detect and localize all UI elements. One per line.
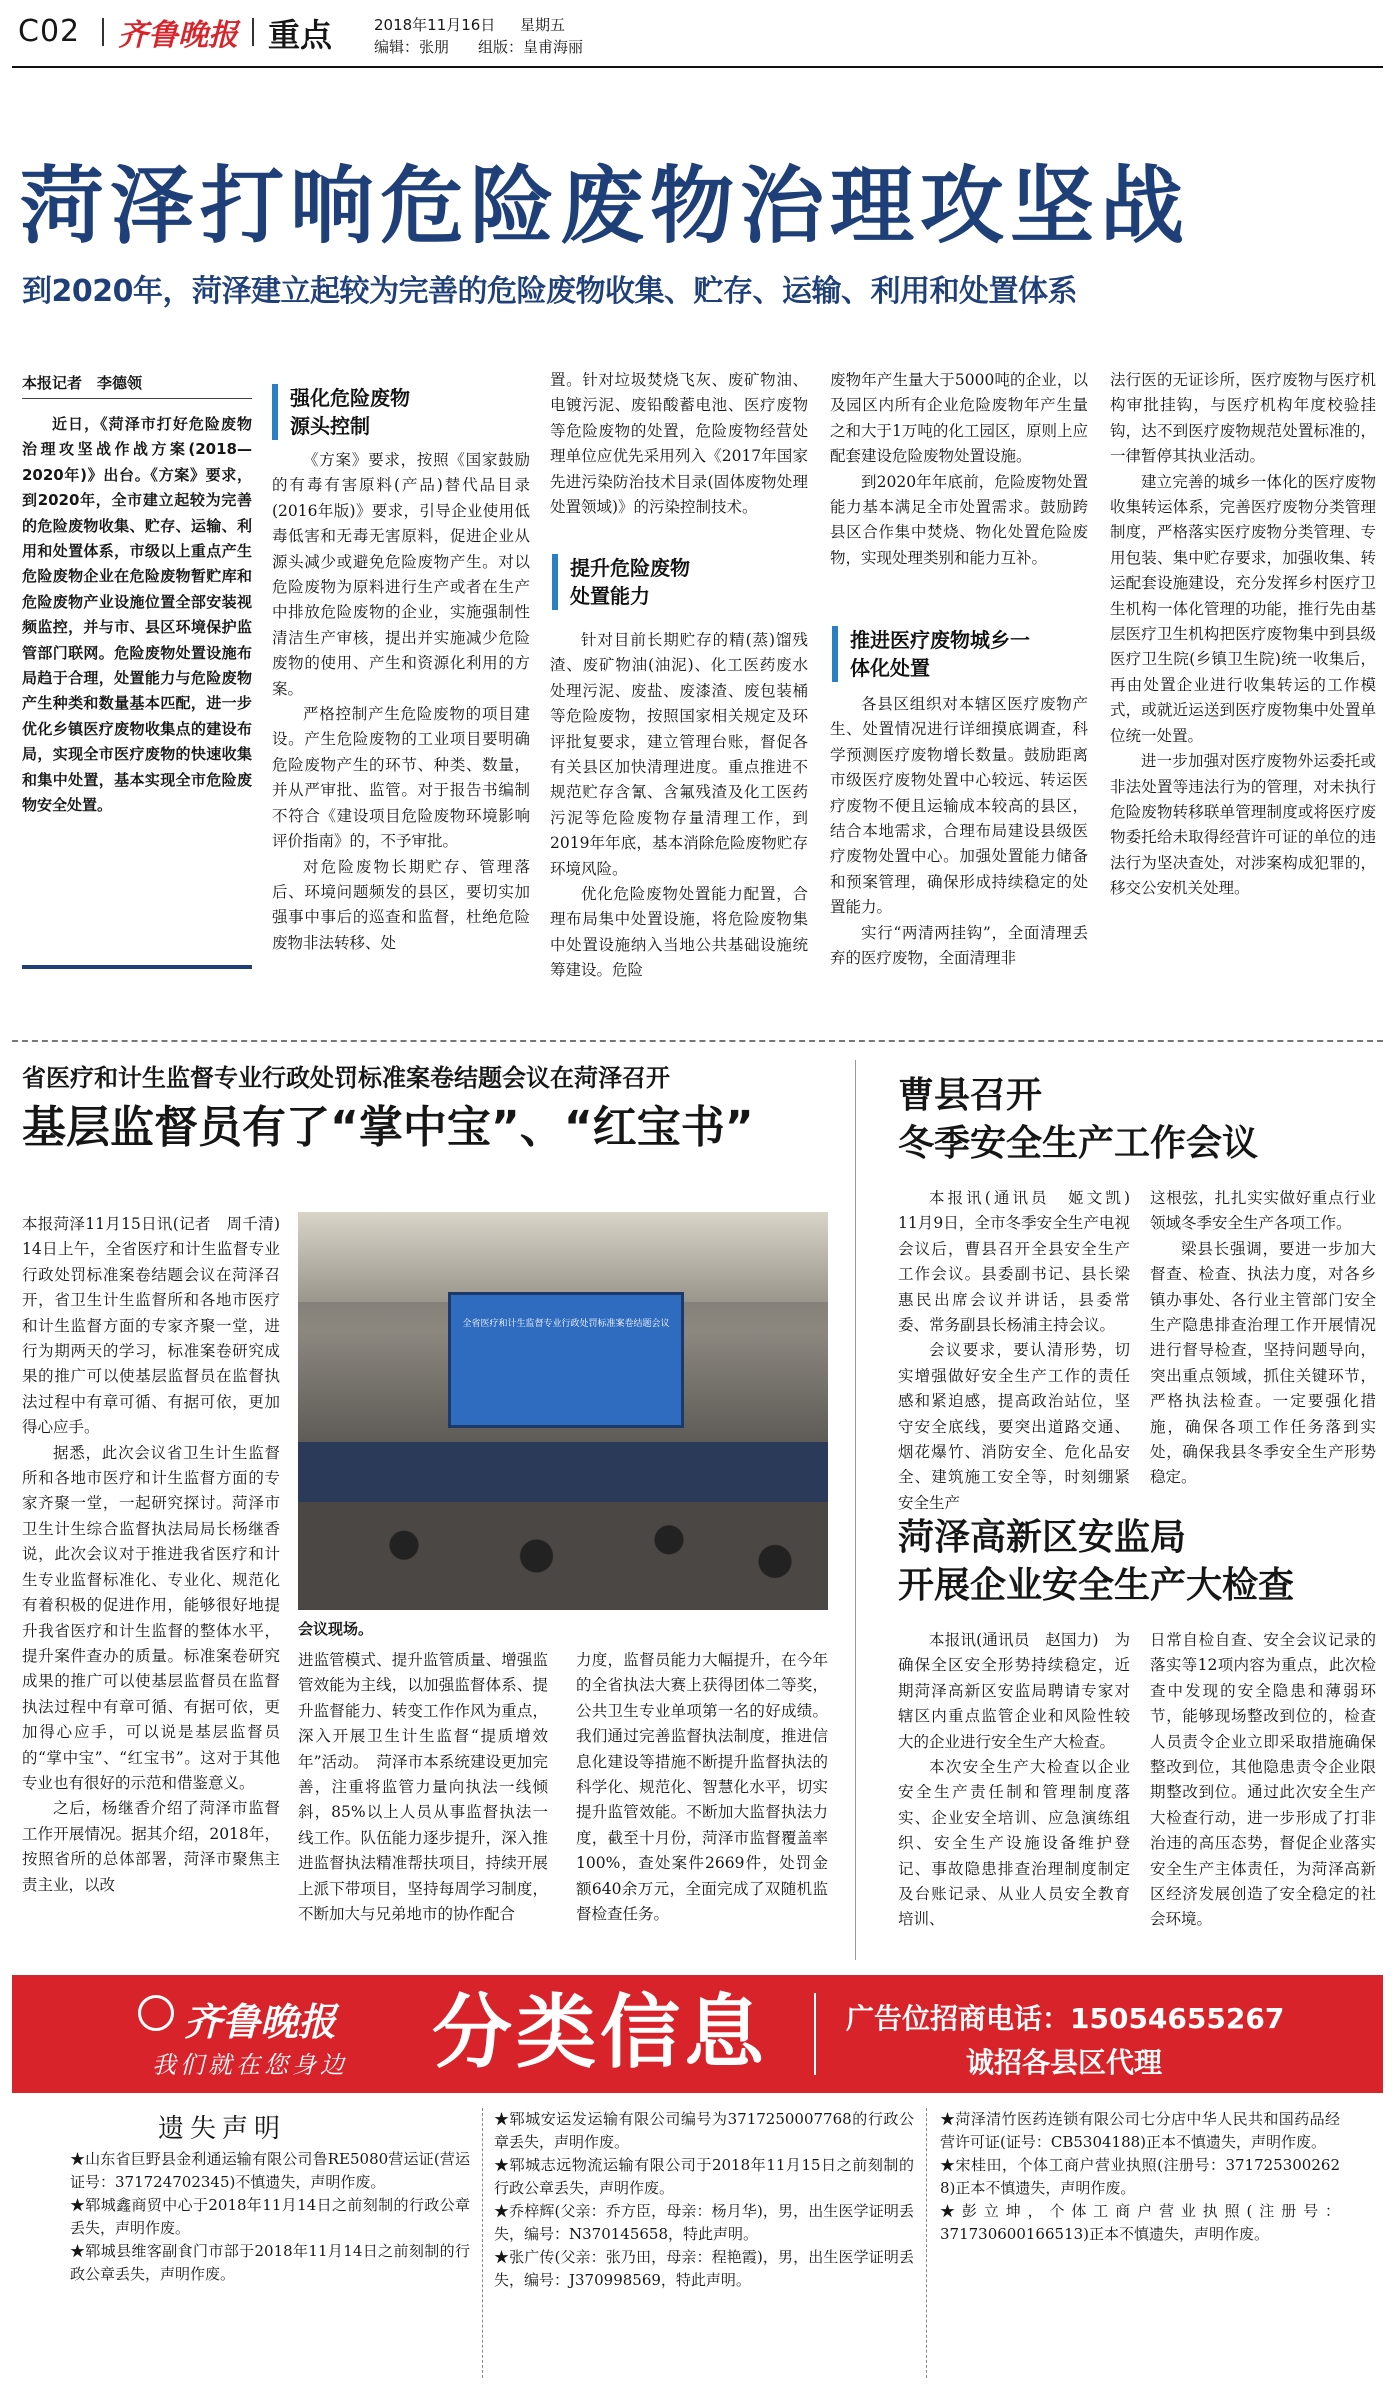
column-divider [926, 2108, 927, 2378]
masthead [0, 0, 1395, 60]
photo-screen-text: 全省医疗和计生监督专业行政处罚标准案卷结题会议 [462, 1319, 670, 1329]
classified-col-1 [70, 2148, 470, 2286]
paragraph: 针对目前长期贮存的精(蒸)馏残渣、废矿物油(油泥)、化工医药废水处理污泥、废盐、废漆渣、废包装桶等危险废物，按照国家相关规定及环评批复要求，建立管理台账，督促各有关县区加快清理进度。重点推进不规范贮存含氰、含氟残渣及化工医药污泥等危险废物存量清理工作，到2019年年底，基本消除危险废物贮存环境风险。 [550, 631, 808, 878]
notice-item: ★菏泽清竹医药连锁有限公司七分店中华人民共和国药品经营许可证(证号：CB5304188)正本不慎遗失，声明作废。 [940, 2110, 1340, 2151]
notice-item: ★乔梓辉(父亲：乔方臣，母亲：杨月华)，男，出生医学证明丢失，编号：N370145658，特此声明。 [494, 2202, 914, 2243]
notice-item: ★郓城鑫商贸中心于2018年11月14日之前刻制的行政公章丢失，声明作废。 [70, 2196, 470, 2237]
banner-slogan: 我们就在您身边 [152, 2051, 348, 2079]
story2-col-2 [298, 1648, 548, 1927]
subhead-medical-waste: 推进医疗废物城乡一体化处置 [832, 626, 1030, 682]
story2-col-1 [22, 1212, 296, 1898]
photo-caption: 会议现场。 [298, 1620, 374, 1638]
story4-col-2 [1150, 1628, 1376, 1933]
lead-intro-text: 近日，《菏泽市打好危险废物治理攻坚战作战方案(2018—2020年)》出台。《方案》要求，到2020年，全市建立起较为完善的危险废物收集、贮存、运输、利用和处置体系，市级以上重点产生危险废物企业在危险废物暂贮库和危险废物产业设施位置全部安装视频监控，并与市、县区环境保护监管部门联网。危险废物处置设施布局趋于合理，处置能力与危险废物产生种类和数量基本匹配，进一步优化乡镇医疗废物收集点的建设布局，实现全市医疗废物的快速收集和集中处置，基本实现全市危险废物安全处置。 [22, 415, 252, 815]
lead-headline: 菏泽打响危险废物治理攻坚战 [20, 157, 1191, 255]
layout-credit: 组版：皇甫海丽 [478, 38, 584, 56]
banner-ad-phone: 广告位招商电话：15054655267 [846, 2002, 1285, 2035]
story3-col-2 [1150, 1186, 1376, 1491]
notice-item: ★山东省巨野县金利通运输有限公司鲁RE5080营运证(营运证号：371724702345)不慎遗失，声明作废。 [70, 2150, 470, 2191]
notice-item: ★郓城县维客副食门市部于2018年11月14日之前刻制的行政公章丢失，声明作废。 [70, 2242, 470, 2283]
lead-col-3a [550, 368, 808, 520]
banner-divider [814, 1993, 816, 2075]
notice-item: ★宋桂田，个体工商户营业执照(注册号：371725300262​8)正本不慎遗失，声明作废。 [940, 2156, 1340, 2197]
story2-headline: 基层监督员有了“掌中宝”、“红宝书” [22, 1102, 754, 1153]
story3-col-1 [898, 1186, 1146, 1516]
paragraph: 之后，杨继香介绍了菏泽市监督工作开展情况。据其介绍，2018年，按照省所的总体部署，菏泽市聚焦主责主业，以改 [22, 1799, 280, 1894]
banner-title: 分类信息 [432, 1986, 768, 2079]
photo-screen [448, 1292, 684, 1428]
paragraph: 实行“两清两挂钩”，全面清理丢弃的医疗废物，全面清理非 [830, 923, 1088, 968]
paragraph: 这根弦，扎扎实实做好重点行业领域冬季安全生产各项工作。 [1150, 1189, 1376, 1233]
photo-table [298, 1442, 828, 1502]
paragraph: 本报讯(通讯员 赵国力) 为确保全区安全形势持续稳定，近期菏泽高新区安监局聘请专家对辖区内重点监管企业和风险性较大的企业进行安全生产大检查。 [898, 1631, 1130, 1751]
intro-rule [22, 965, 252, 969]
notice-item: ★张广传(父亲：张乃田，母亲：程艳霞)，男，出生医学证明丢失，编号：J370998569，特此声明。 [494, 2248, 914, 2289]
lead-subheadline: 到2020年，菏泽建立起较为完善的危险废物收集、贮存、运输、利用和处置体系 [22, 274, 1077, 309]
paragraph: 据悉，此次会议省卫生计生监督所和各地市医疗和计生监督方面的专家齐聚一堂，一起研究探讨。菏泽市卫生计生综合监督执法局局长杨继香说，此次会议对于推进我省医疗和计生专业监督标准化、专业化、规范化有着积极的促进作用，能够很好地提升我省医疗和计生监督的整体水平，提升案件查办的质量。标准案卷研究成果的推广可以使基层监督员在监督执法过程中有章可循、有据可依，更加得心应手，可以说是基层监督员的“掌中宝”、“红宝书”。这对于其他专业也有很好的示范和借鉴意义。 [22, 1443, 280, 1792]
masthead-divider [102, 18, 104, 46]
paper-logo: 齐鲁晚报 [118, 18, 238, 53]
paragraph: 废物年产生量大于5000吨的企业，以及园区内所有企业危险废物年产生量之和大于1万吨的化工园区，原则上应配套建设危险废物处置设施。 [830, 371, 1088, 466]
masthead-divider [252, 18, 254, 46]
notice-item: ★郓城安运发运输有限公司编号为371725000776​8的行政公章丢失，声明作废。 [494, 2110, 914, 2151]
paragraph: 本报讯(通讯员 姬文凯) 11月9日，全市冬季安全生产电视会议后，曹县召开全县安全生产工作会议。县委副书记、县长梁惠民出席会议并讲话，县委常委、常务副县长杨浦主持会议。 [898, 1189, 1146, 1335]
page-number: C02 [18, 14, 81, 49]
story4-headline-line1: 菏泽高新区安监局 [898, 1517, 1187, 1558]
paragraph: 力度，监督员能力大幅提升，在今年的全省执法大赛上获得团体二等奖，公共卫生专业单项第一名的好成绩。我们通过完善监督执法制度，推进信息化建设等措施不断提升监督执法的科学化、规范化、智慧化水平，切实提升监管效能。不断加大监督执法力度，截至十月份，菏泽市监督覆盖率100%，查处案件2669件，处罚金额640余万元，全面完成了双随机监督检查任务。 [576, 1651, 828, 1924]
lead-col-3b [550, 628, 808, 984]
paragraph: 会议要求，要认清形势，切实增强做好安全生产工作的责任感和紧迫感，提高政治站位，坚守安全底线，要突出道路交通、烟花爆竹、消防安全、危化品安全、建筑施工安全等，时刻绷紧安全生产 [898, 1341, 1130, 1512]
issue-date: 2018年11月16日 [374, 16, 496, 34]
paragraph: 日常自检自查、安全会议记录的落实等12项内容为重点，此次检查中发现的安全隐患和薄弱环节，能够现场整改到位的，检查人员责令企业立即采取措施确保整改到位，其他隐患责令企业限期整改到位。通过此次安全生产大检查行动，进一步形成了打非治违的高压态势，督促企业落实安全生产主体责任，为菏泽高新区经济发展创造了安全稳定的社会环境。 [1150, 1631, 1376, 1929]
paragraph: 对危险废物长期贮存、管理落后、环境问题频发的县区，要切实加强事中事后的巡查和监督，杜绝危险废物非法转移、处 [272, 857, 530, 952]
paragraph: 《方案》要求，按照《国家鼓励的有毒有害原料(产品)替代品目录(2016年版)》要求，引导企业使用低毒低害和无毒无害原料，促进企业从源头减少或避免危险废物产生。对以危险废物为原料进行生产或者在生产中排放危险废物的企业，实施强制性清洁生产审核，提出并实施减少危险废物的使用、产生和资源化利用的方案。 [272, 451, 530, 698]
paragraph: 法行医的无证诊所，医疗废物与医疗机构审批挂钩，与医疗机构年度校验挂钩，达不到医疗废物规范处置标准的，一律暂停其执业活动。 [1110, 371, 1376, 466]
story3-headline-line2: 冬季安全生产工作会议 [898, 1123, 1259, 1164]
story4-headline-line2: 开展企业安全生产大检查 [898, 1565, 1295, 1606]
notice-item: ★郓城志远物流运输有限公司于2018年11月15日之前刻制的行政公章丢失，声明作废。 [494, 2156, 914, 2197]
paragraph: 置。针对垃圾焚烧飞灰、废矿物油、电镀污泥、废铅酸蓄电池、医疗废物等危险废物的处置，危险废物经营处理单位应优先采用列入《2017年国家先进污染防治技术目录(固体废物处理处置领域)》的污染控制技术。 [550, 371, 808, 517]
photo-ceiling-lights [298, 1212, 828, 1302]
lead-col-4a [830, 368, 1088, 571]
banner-agent-call: 诚招各县区代理 [966, 2046, 1163, 2079]
subhead-source-control: 强化危险废物源头控制 [272, 384, 420, 440]
lead-byline: 本报记者 李德领 [22, 374, 143, 392]
paragraph: 各县区组织对本辖区医疗废物产生、处置情况进行详细摸底调查，科学预测医疗废物增长数量。鼓励距离市级医疗废物处置中心较远、转运医疗废物不便且运输成本较高的县区，结合本地需求，合理布局建设县级医疗废物处置中心。加强处置能力储备和预案管理，确保形成持续稳定的处置能力。 [830, 695, 1088, 917]
logo-circle-icon [138, 1995, 174, 2031]
paragraph: 本报菏泽11月15日讯(记者 周千清) 14日上午，全省医疗和计生监督专业行政处罚标准案卷结题会议在菏泽召开，省卫生计生监督所和各地市医疗和计生监督方面的专家齐聚一堂，进行为期两天的学习，标准案卷研究成果的推广可以使基层监督员在监督执法过程中有章可循、有据可依，更加得心应手。 [22, 1215, 296, 1437]
notice-item: ★彭立坤，个体工商户营业执照(注册号：371730600166513)正本不慎遗失，声明作废。 [940, 2202, 1340, 2243]
lead-col-2 [272, 448, 530, 956]
story4-col-1 [898, 1628, 1130, 1933]
paragraph: 本次安全生产大检查以企业安全生产责任制和管理制度落实、企业安全培训、应急演练组织、安全生产设施设备维护登记、事故隐患排查治理制度制定及台账记录、从业人员安全教育培训、 [898, 1758, 1130, 1929]
section-divider [12, 1040, 1383, 1042]
story3-headline-line1: 曹县召开 [898, 1075, 1043, 1116]
issue-weekday: 星期五 [520, 16, 566, 34]
masthead-rule [12, 66, 1383, 68]
column-divider [482, 2108, 483, 2378]
lead-col-5 [1110, 368, 1376, 902]
paragraph: 进监管模式、提升监管质量、增强监管效能为主线，以加强监督体系、提升监督能力、转变工作作风为重点，深入开展卫生计生监督“提质增效年”活动。 菏泽市本系统建设更加完善，注重将监管力量向执法一线倾斜，85%以上人员从事监督执法一线工作。队伍能力逐步提升，深入推进监督执法精准帮扶项目，持续开展上派下带项目，坚持每周学习制度，不断加大与兄弟地市的协作配合 [298, 1651, 548, 1924]
byline-rule [22, 398, 252, 399]
classified-banner [12, 1975, 1383, 2093]
lead-col-4b [830, 692, 1088, 971]
paragraph: 优化危险废物处置能力配置，合理布局集中处置设施，将危险废物集中处置设施纳入当地公共基础设施统筹建设。危险 [550, 885, 808, 980]
banner-paper-logo: 齐鲁晚报 [184, 1999, 337, 2044]
photo-audience [298, 1502, 828, 1610]
editor-credit: 编辑：张朋 [374, 38, 450, 56]
paragraph: 严格控制产生危险废物的项目建设。产生危险废物的工业项目要明确危险废物产生的环节、种类、数量，并从严审批、监管。对于报告书编制不符合《建设项目危险废物环境影响评价指南》的，不予审批。 [272, 705, 530, 851]
classified-col-3 [940, 2108, 1340, 2246]
classified-col-2 [494, 2108, 914, 2292]
paragraph: 进一步加强对医疗废物外运委托或非法处置等违法行为的管理，对未执行危险废物转移联单管理制度或将医疗废物委托给未取得经营许可证的单位的违法行为坚决查处，对涉案构成犯罪的，移交公安机关处理。 [1110, 752, 1376, 898]
meeting-photo [298, 1212, 828, 1610]
subhead-disposal-capacity: 提升危险废物处置能力 [552, 554, 700, 610]
lead-intro [22, 412, 252, 819]
lost-notice-title: 遗失声明 [158, 2114, 287, 2144]
section-title: 重点 [268, 16, 333, 54]
paragraph: 梁县长强调，要进一步加大督查、检查、执法力度，对各乡镇办事处、各行业主管部门安全生产隐患排查治理工作开展情况进行督导检查，坚持问题导向，突出重点领域，抓住关键环节，严格执法检查。一定要强化措施，确保各项工作任务落到实处，确保我县冬季安全生产形势稳定。 [1150, 1239, 1376, 1487]
story2-kicker: 省医疗和计生监督专业行政处罚标准案卷结题会议在菏泽召开 [22, 1064, 670, 1092]
paragraph: 到2020年年底前，危险废物处置能力基本满足全市处置需求。鼓励跨县区合作集中焚烧、物化处置危险废物，实现处理类别和能力互补。 [830, 472, 1088, 567]
paragraph: 建立完善的城乡一体化的医疗废物收集转运体系，完善医疗废物分类管理制度，严格落实医疗废物分类管理、专用包装、集中贮存要求，加强收集、转运配套设施建设，充分发挥乡村医疗卫生机构一体化管理的功能，推行先由基层医疗卫生机构把医疗废物集中到县级医疗卫生院(乡镇卫生院)统一收集后，再由处置企业进行收集转运的工作模式，或就近运送到医疗废物集中处置单位统一处置。 [1110, 472, 1376, 745]
story2-col-3 [576, 1648, 828, 1927]
column-divider [855, 1060, 856, 1960]
